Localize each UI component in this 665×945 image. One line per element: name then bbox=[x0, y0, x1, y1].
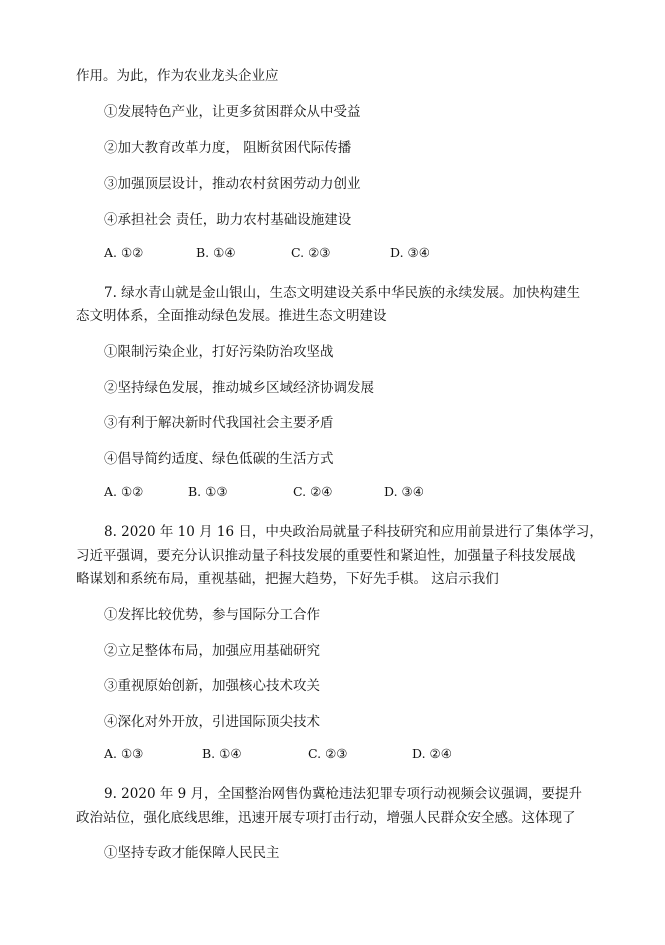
q6-option-a: A. ①② bbox=[104, 245, 144, 260]
q6-option-b: B. ①④ bbox=[196, 245, 236, 260]
q7-stem-line-2: 态文明体系，全面推动绿色发展。推进生态文明建设 bbox=[76, 308, 387, 324]
q7-option-c: C. ②④ bbox=[293, 484, 333, 499]
q7-option-d: D. ③④ bbox=[384, 484, 424, 499]
q7-item-3: ③有利于解决新时代我国社会主要矛盾 bbox=[104, 415, 334, 431]
q6-item-4: ④承担社会 责任，助力农村基础设施建设 bbox=[104, 212, 352, 228]
q7-option-a: A. ①② bbox=[104, 484, 144, 499]
q6-item-3: ③加强顶层设计，推动农村贫困劳动力创业 bbox=[104, 176, 361, 192]
q7-item-2: ②坚持绿色发展，推动城乡区域经济协调发展 bbox=[104, 380, 374, 396]
q6-item-2: ②加大教育改革力度， 阻断贫困代际传播 bbox=[104, 140, 352, 156]
q6-option-d: D. ③④ bbox=[390, 245, 430, 260]
q8-options bbox=[104, 746, 604, 762]
q9-stem-line-2: 政治站位，强化底线思维，迅速开展专项打击行动，增强人民群众安全感。这体现了 bbox=[76, 810, 576, 826]
q6-item-1: ①发展特色产业，让更多贫困群众从中受益 bbox=[104, 104, 361, 120]
q8-item-3: ③重视原始创新，加强核心技术攻关 bbox=[104, 678, 320, 694]
q6-stem-tail: 作用。为此，作为农业龙头企业应 bbox=[76, 68, 279, 84]
q6-option-c: C. ②③ bbox=[291, 245, 331, 260]
q8-item-4: ④深化对外开放，引进国际顶尖技术 bbox=[104, 714, 320, 730]
q9-stem-line-1: 9. 2020 年 9 月，全国整治网售伪冀枪违法犯罪专项行动视频会议强调，要提升 bbox=[104, 786, 582, 802]
q8-stem-line-3: 略谋划和系统布局，重视基础，把握大趋势，下好先手棋。 这启示我们 bbox=[76, 571, 499, 587]
q8-option-c: C. ②③ bbox=[308, 746, 348, 761]
q8-option-b: B. ①④ bbox=[202, 746, 242, 761]
q8-option-d: D. ②④ bbox=[412, 746, 452, 761]
q8-item-2: ②立足整体布局，加强应用基础研究 bbox=[104, 643, 320, 659]
q7-stem-line-1: 7. 绿水青山就是金山银山，生态文明建设关系中华民族的永续发展。加快构建生 bbox=[104, 285, 581, 301]
q8-item-1: ①发挥比较优势，参与国际分工合作 bbox=[104, 607, 320, 623]
q7-item-1: ①限制污染企业，打好污染防治攻坚战 bbox=[104, 344, 334, 360]
q7-option-b: B. ①③ bbox=[188, 484, 228, 499]
q6-options bbox=[104, 245, 604, 261]
q7-item-4: ④倡导简约适度、绿色低碳的生活方式 bbox=[104, 451, 334, 467]
q8-stem-line-1: 8. 2020 年 10 月 16 日，中央政治局就量子科技研究和应用前景进行了集体学习， bbox=[104, 524, 603, 540]
q8-stem-line-2: 习近平强调，要充分认识推动量子科技发展的重要性和紧迫性，加强量子科技发展战 bbox=[76, 548, 576, 564]
q8-option-a: A. ①③ bbox=[104, 746, 144, 761]
q9-item-1: ①坚持专政才能保障人民民主 bbox=[104, 845, 280, 861]
q7-options bbox=[104, 484, 604, 500]
